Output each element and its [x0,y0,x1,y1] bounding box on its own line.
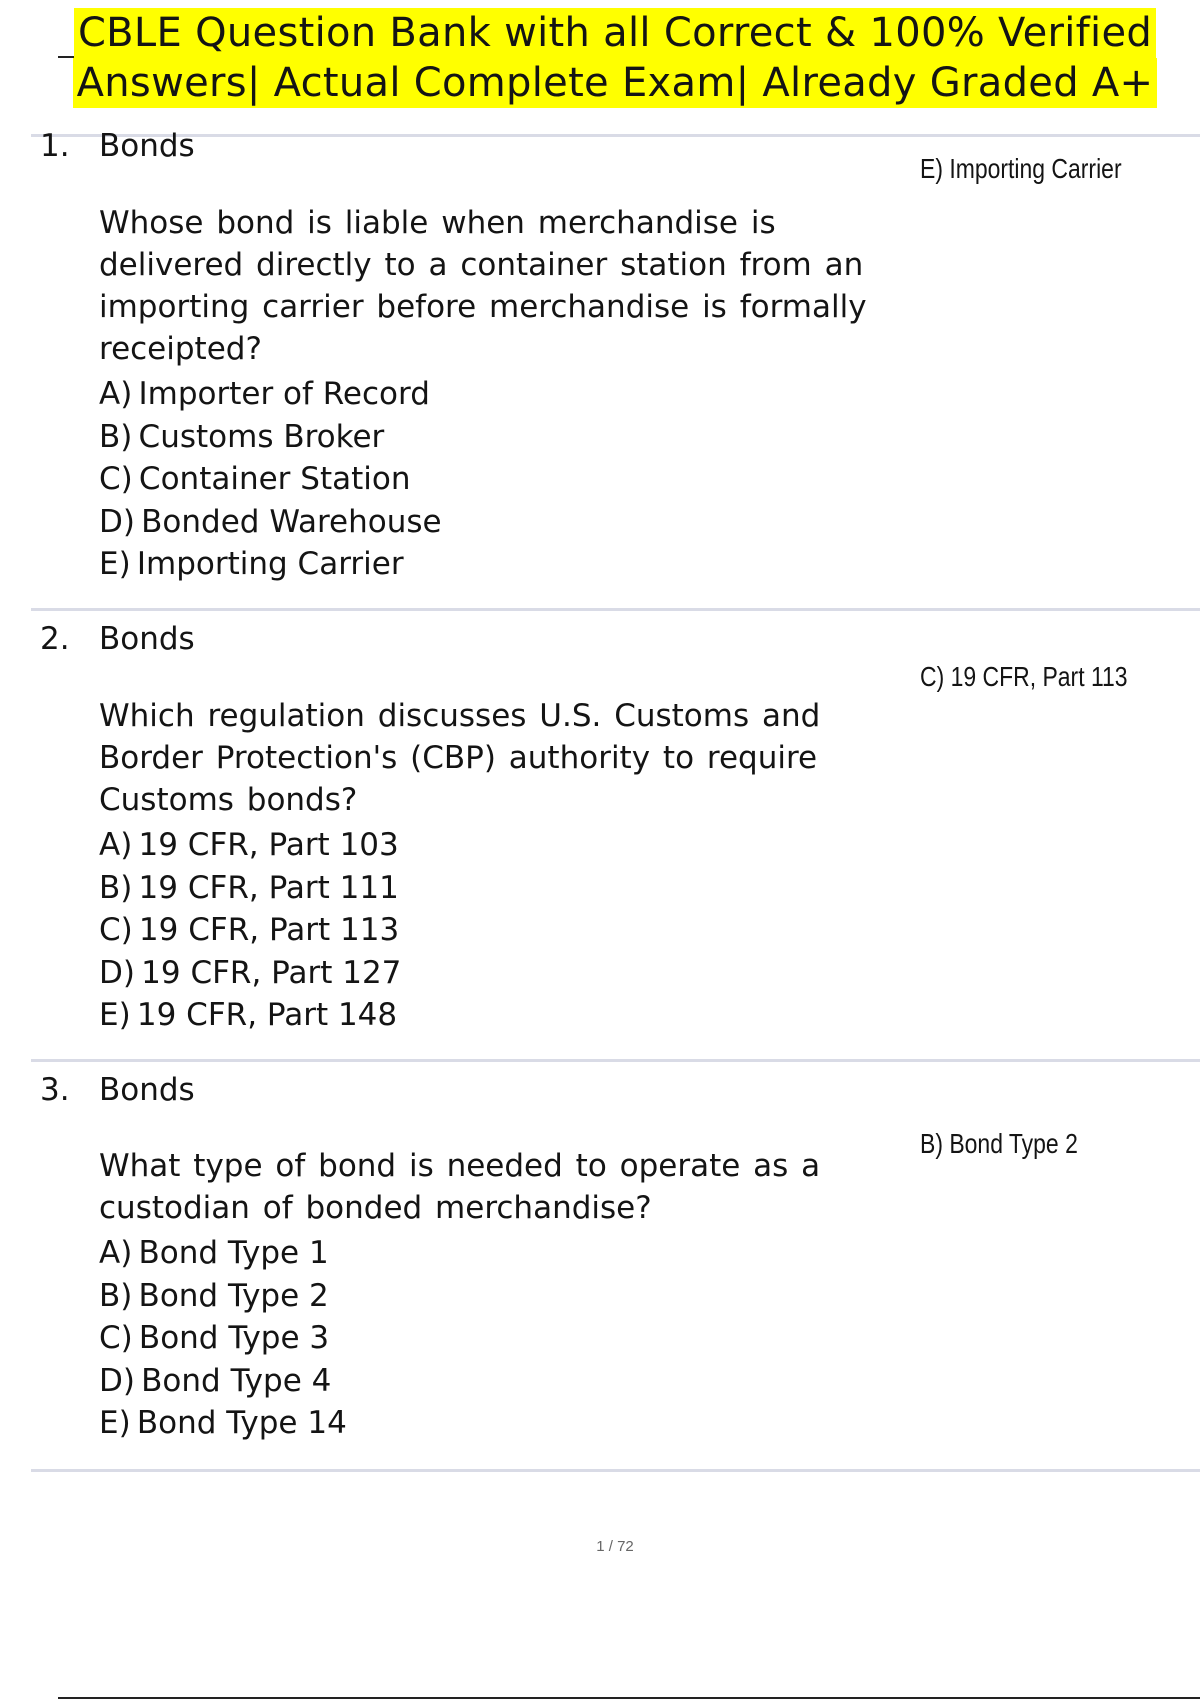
divider [31,608,1200,611]
document-title [55,8,1175,108]
option-d: D) Bond Type 4 [99,1362,332,1399]
options-list [99,1232,347,1445]
question-topic: Bonds [99,128,195,164]
footer-rule [58,1697,1200,1699]
question-text: Which regulation discusses U.S. Customs and Border Protection's (CBP) authority to require Customs bonds? [99,698,821,818]
option-e: E) Bond Type 14 [99,1405,347,1441]
title-line-2: Answers| Actual Complete Exam| Already Graded A+ [73,58,1158,108]
option-b: B) Customs Broker [99,418,385,455]
divider [31,1059,1200,1062]
option-a: A) Bond Type 1 [99,1235,329,1271]
page-number: 1 / 72 [596,1538,634,1555]
divider [31,1469,1200,1472]
question-number: 2. [40,621,70,657]
question-topic: Bonds [99,621,195,657]
question-text: Whose bond is liable when merchandise is delivered directly to a container station from an importing carrier before merchandise is formally receipted? [99,205,867,367]
question-number: 1. [40,128,70,164]
option-b: B) 19 CFR, Part 111 [99,869,399,906]
question-text: What type of bond is needed to operate as a custodian of bonded merchandise? [99,1148,821,1226]
option-c: C) Bond Type 3 [99,1320,330,1356]
answer-text: B) Bond Type 2 [920,1128,1078,1159]
option-a: A) Importer of Record [99,376,430,412]
options-list [99,824,401,1037]
options-list [99,373,442,586]
option-e: E) Importing Carrier [99,546,404,582]
option-d: D) Bonded Warehouse [99,503,442,540]
divider [31,134,1200,137]
option-e: E) 19 CFR, Part 148 [99,997,398,1033]
option-c: C) 19 CFR, Part 113 [99,912,400,948]
question-topic: Bonds [99,1072,195,1108]
option-c: C) Container Station [99,461,411,497]
option-d: D) 19 CFR, Part 127 [99,954,402,991]
option-b: B) Bond Type 2 [99,1277,329,1314]
title-line-1: CBLE Question Bank with all Correct & 100% Verified [74,8,1156,58]
option-a: A) 19 CFR, Part 103 [99,827,399,863]
answer-text: C) 19 CFR, Part 113 [920,661,1128,692]
question-number: 3. [40,1072,70,1108]
answer-text: E) Importing Carrier [920,153,1122,184]
